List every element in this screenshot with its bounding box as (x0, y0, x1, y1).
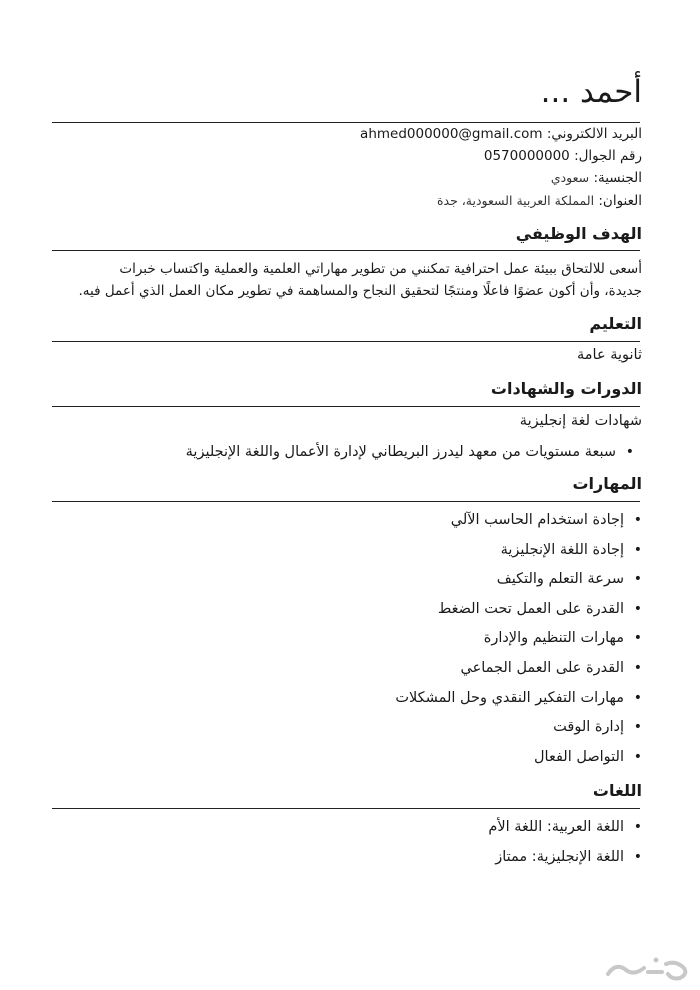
skills-list (395, 506, 642, 772)
divider (52, 122, 640, 123)
address-value: المملكة العربية السعودية، جدة (436, 192, 595, 208)
phone-label: رقم الجوال: (574, 147, 642, 164)
list-item: • القدرة على العمل تحت الضغط (395, 595, 642, 625)
address-row (52, 190, 642, 213)
list-item: • مهارات التفكير النقدي وحل المشكلات (395, 684, 642, 714)
education-text: ثانوية عامة (576, 347, 642, 363)
phone-value: 0570000000 (483, 147, 570, 164)
courses-list (186, 444, 634, 460)
nationality-label: الجنسية: (593, 170, 642, 186)
list-item: • القدرة على العمل الجماعي (395, 654, 642, 684)
list-item: • اللغة العربية: اللغة الأم (488, 813, 642, 843)
list-item: • سبعة مستويات من معهد ليدرز البريطاني لإدارة الأعمال واللغة الإنجليزية (186, 444, 634, 460)
applicant-name: أحمد ... (540, 74, 642, 110)
email-row (52, 124, 642, 146)
list-item: • إجادة اللغة الإنجليزية (395, 536, 642, 566)
divider (52, 341, 640, 342)
courses-heading: الدورات والشهادات (490, 379, 642, 398)
languages-heading: اللغات (592, 781, 642, 800)
nationality-row (52, 167, 642, 190)
contact-block (52, 124, 642, 212)
list-item: • اللغة الإنجليزية: ممتاز (488, 843, 642, 873)
objective-heading: الهدف الوظيفي (515, 224, 642, 243)
languages-list (488, 813, 642, 872)
objective-line-2: جديدة، وأن أكون عضوًا فاعلًا ومنتجًا لتحقيق النجاح والمساهمة في تطوير مكان العمل الذي أعمل فيه. (78, 283, 642, 299)
divider (52, 808, 640, 809)
email-label: البريد الالكتروني: (546, 126, 642, 142)
phone-row (52, 146, 642, 168)
address-label: العنوان: (598, 192, 642, 209)
skills-heading: المهارات (572, 474, 642, 493)
divider (52, 501, 640, 502)
list-item: • مهارات التنظيم والإدارة (395, 624, 642, 654)
objective-line-1: أسعى للالتحاق ببيئة عمل احترافية تمكنني من تطوير مهاراتي العلمية والعملية واكتساب خبرات (119, 261, 642, 277)
list-item: • إجادة استخدام الحاسب الآلي (395, 506, 642, 536)
objective-text (62, 258, 642, 302)
email-value: ahmed000000@gmail.com (360, 126, 543, 142)
divider (52, 250, 640, 251)
education-heading: التعليم (589, 314, 642, 333)
list-item: • سرعة التعلم والتكيف (395, 565, 642, 595)
divider (52, 406, 640, 407)
list-item: • التواصل الفعال (395, 743, 642, 773)
haraj-watermark-logo (604, 950, 692, 986)
list-item: • إدارة الوقت (395, 713, 642, 743)
nationality-value: سعودي (550, 170, 590, 185)
courses-subheading: شهادات لغة إنجليزية (519, 413, 642, 429)
